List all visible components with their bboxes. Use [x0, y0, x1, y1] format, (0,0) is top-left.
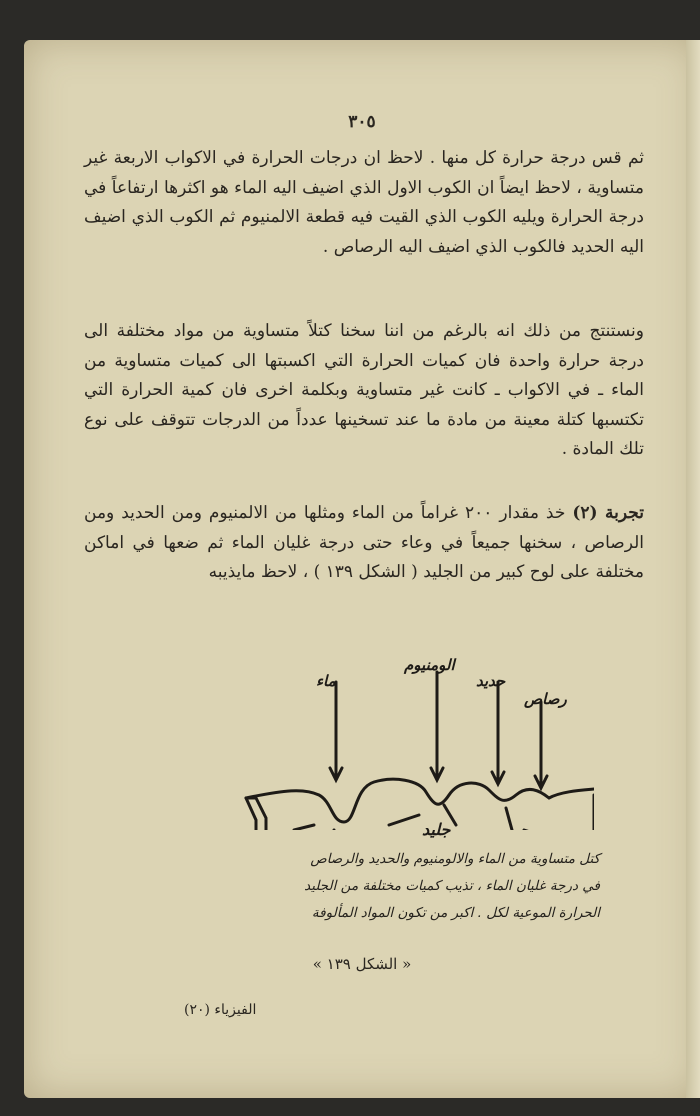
- paragraph-2: ونستنتج من ذلك انه بالرغم من اننا سخنا كتلاً متساوية من مواد مختلفة الى درجة حرارة واحدة فان كميات الحرارة التي اكسبتها الى كميات متساوية من الماء ـ في الاكواب ـ كانت غير متساوية وبكلمة اخرى فان كمية الحرارة التي تكتسبها كتلة معينة من مادة ما عند تسخينها عدداً من الدرجات تتوقف على نوع تلك المادة .: [84, 321, 644, 459]
- ice-block-illustration: [194, 630, 594, 830]
- caption-line-3: الحرارة الموعية لكل . اكبر من تكون المواد المألوفة: [311, 905, 600, 921]
- label-iron: حديد: [476, 672, 506, 690]
- figure-caption: [180, 846, 600, 927]
- experiment-heading: تجربة (٢): [572, 503, 644, 523]
- label-aluminium: الومنيوم: [404, 656, 455, 674]
- paragraph-3: [84, 499, 644, 588]
- page-edge: [686, 40, 700, 1098]
- paragraph-3-body: خذ مقدار ٢٠٠ غراماً من الماء ومثلها من الالمنيوم ومن الحديد ومن الرصاص ، سخنها جميعاً في وعاء حتى درجة غليان الماء ثم ضعها في اماكن مختلفة على لوح كبير من الجليد ( الشكل ١٣٩ ) ، لاحظ مايذيبه: [84, 503, 644, 582]
- page-number: ٣٠٥: [348, 112, 376, 132]
- label-water: ماء: [316, 672, 336, 690]
- paragraph-1: ثم قس درجة حرارة كل منها . لاحظ ان درجات الحرارة في الاكواب الاربعة غير متساوية ، لاحظ ايضاً ان الكوب الاول الذي اضيف اليه الماء هو اكثرها ارتفاعاً في درجة الحرارة ويليه الكوب الذي القيت فيه قطعة الالمنيوم ثم الكوب الذي اضيف اليه الحديد فالكوب الذي اضيف اليه الرصاص .: [84, 148, 644, 257]
- label-lead: رصاص: [524, 690, 567, 708]
- figure-number: « الشكل ١٣٩ »: [312, 955, 412, 973]
- book-page: [24, 40, 700, 1098]
- page-footer: الفيزياء (٢٠): [184, 1002, 257, 1018]
- label-ice: جليد: [422, 820, 451, 839]
- caption-line-1: كتل متساوية من الماء والالومنيوم والحديد والرصاص: [310, 851, 600, 867]
- figure-139: [194, 630, 594, 870]
- caption-line-2: في درجة غليان الماء ، تذيب كميات مختلفة من الجليد: [304, 878, 600, 894]
